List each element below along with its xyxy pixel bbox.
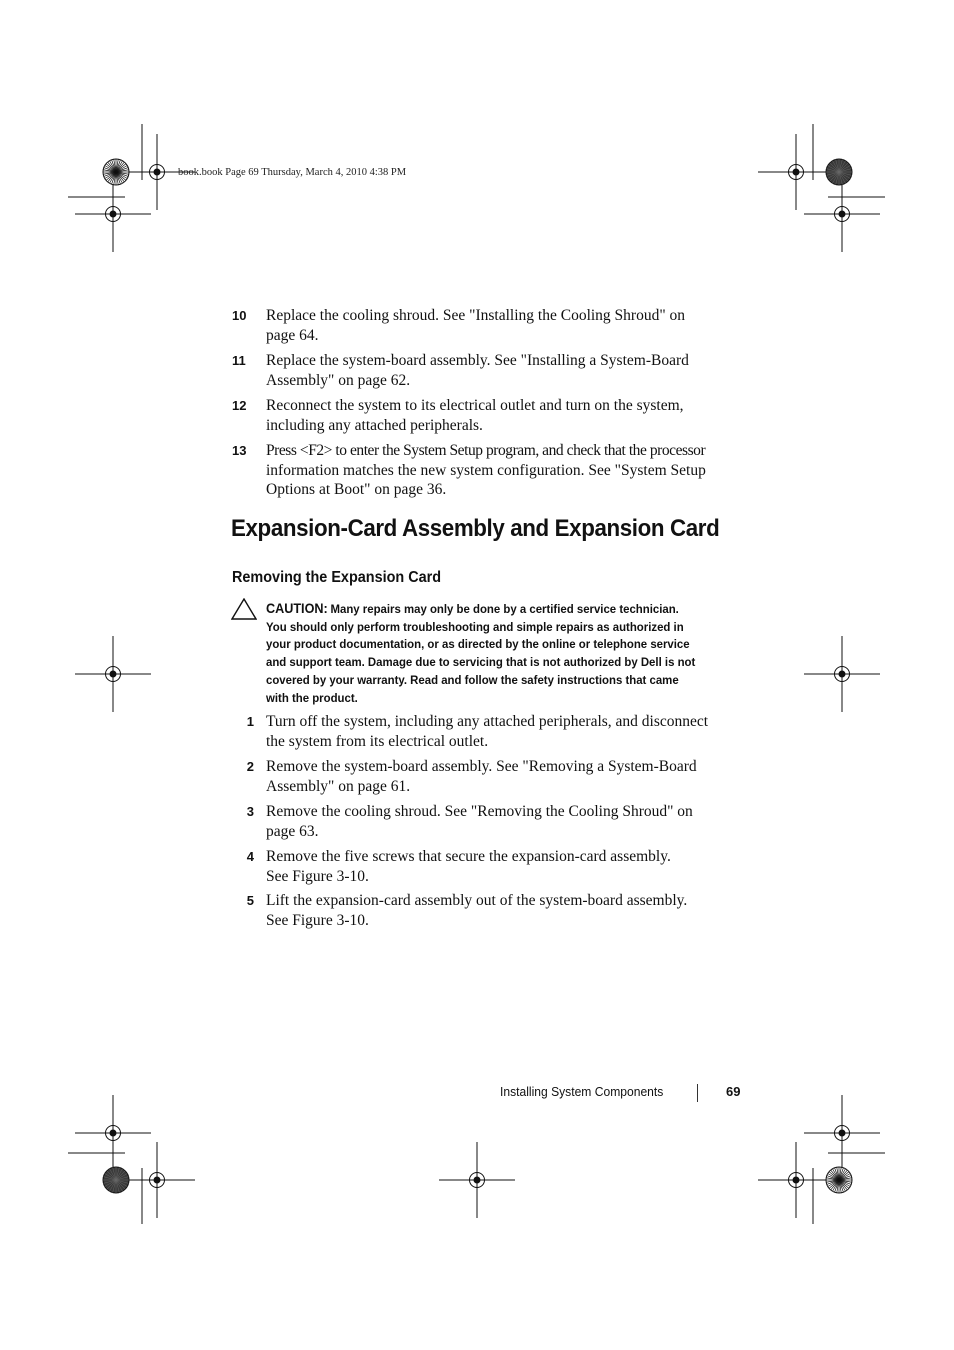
step-line: Assembly" on page 61. bbox=[266, 777, 411, 795]
step-line: Replace the system-board assembly. See "Installing a System-Board bbox=[266, 352, 689, 369]
step-line: See Figure 3-10. bbox=[266, 867, 369, 885]
registration-target-icon bbox=[119, 1142, 195, 1218]
density-target-icon bbox=[826, 159, 852, 185]
step-number: 1 bbox=[246, 714, 254, 729]
registration-target-icon bbox=[75, 176, 151, 252]
step-text bbox=[266, 712, 756, 751]
step-line: Remove the system-board assembly. See "Removing a System-Board bbox=[266, 758, 697, 775]
caution-line: Many repairs may only be done by a certified service technician. bbox=[330, 602, 679, 616]
footer-section-name: Installing System Components bbox=[500, 1084, 664, 1099]
caution-note bbox=[266, 600, 705, 707]
step-text bbox=[266, 802, 756, 841]
step-line: the system from its electrical outlet. bbox=[266, 732, 489, 750]
step-line: Options at Boot" on page 36. bbox=[266, 481, 447, 498]
step-text bbox=[266, 306, 756, 345]
step-number: 4 bbox=[246, 849, 254, 864]
step-line: Press <F2> to enter the System Setup program, and check that the processor bbox=[266, 442, 706, 459]
section-title: Expansion-Card Assembly and Expansion Card bbox=[231, 515, 720, 542]
registration-target-icon bbox=[75, 636, 151, 712]
starburst-target-icon bbox=[826, 1167, 852, 1193]
caution-label: CAUTION: bbox=[266, 601, 328, 616]
step-number: 12 bbox=[232, 398, 247, 413]
step-line: page 63. bbox=[266, 822, 319, 840]
step-number: 13 bbox=[232, 443, 247, 458]
footer-divider bbox=[697, 1084, 698, 1102]
step-line: See Figure 3-10. bbox=[266, 911, 369, 929]
step-number: 10 bbox=[232, 308, 247, 323]
density-target-icon bbox=[103, 1167, 129, 1193]
step-number: 11 bbox=[232, 353, 246, 368]
registration-target-icon bbox=[804, 636, 880, 712]
step-text bbox=[266, 757, 756, 796]
step-number: 5 bbox=[246, 893, 254, 908]
step-number: 3 bbox=[246, 804, 254, 819]
step-line: including any attached peripherals. bbox=[266, 416, 483, 434]
caution-line: and support team. Damage due to servicing that is not authorized by Dell is not bbox=[266, 655, 696, 670]
registration-target-icon bbox=[758, 1142, 834, 1218]
registration-target-icon bbox=[804, 176, 880, 252]
step-line: Remove the five screws that secure the expansion-card assembly. bbox=[266, 848, 671, 865]
step-text bbox=[266, 396, 756, 435]
caution-line: with the product. bbox=[266, 690, 358, 705]
step-line: Lift the expansion-card assembly out of the system-board assembly. bbox=[266, 892, 688, 909]
step-text bbox=[266, 847, 756, 886]
starburst-target-icon bbox=[103, 159, 129, 185]
step-line: page 64. bbox=[266, 326, 319, 344]
step-line: Assembly" on page 62. bbox=[266, 371, 411, 389]
print-slug: book.book Page 69 Thursday, March 4, 2010 4:38 PM bbox=[178, 167, 407, 178]
step-line: Reconnect the system to its electrical outlet and turn on the system, bbox=[266, 397, 684, 414]
registration-target-icon bbox=[804, 1095, 880, 1171]
step-line: Replace the cooling shroud. See "Installing the Cooling Shroud" on bbox=[266, 307, 686, 324]
step-text bbox=[266, 441, 756, 500]
page-number: 69 bbox=[726, 1084, 741, 1099]
subsection-title: Removing the Expansion Card bbox=[232, 569, 442, 586]
caution-line: covered by your warranty. Read and follow the safety instructions that came bbox=[266, 672, 679, 687]
step-text bbox=[266, 891, 756, 930]
step-text bbox=[266, 351, 756, 390]
caution-line: You should only perform troubleshooting and simple repairs as authorized in bbox=[266, 619, 684, 634]
step-number: 2 bbox=[246, 759, 254, 774]
registration-target-icon bbox=[75, 1095, 151, 1171]
registration-target-icon bbox=[439, 1142, 515, 1218]
step-line: information matches the new system configuration. See "System Setup bbox=[266, 461, 706, 479]
caution-triangle-icon bbox=[231, 598, 257, 620]
caution-line: your product documentation, or as directed by the online or telephone service bbox=[266, 637, 690, 652]
step-line: Turn off the system, including any attached peripherals, and disconnect bbox=[266, 713, 709, 730]
step-line: Remove the cooling shroud. See "Removing the Cooling Shroud" on bbox=[266, 803, 693, 820]
registration-target-icon bbox=[758, 134, 834, 210]
